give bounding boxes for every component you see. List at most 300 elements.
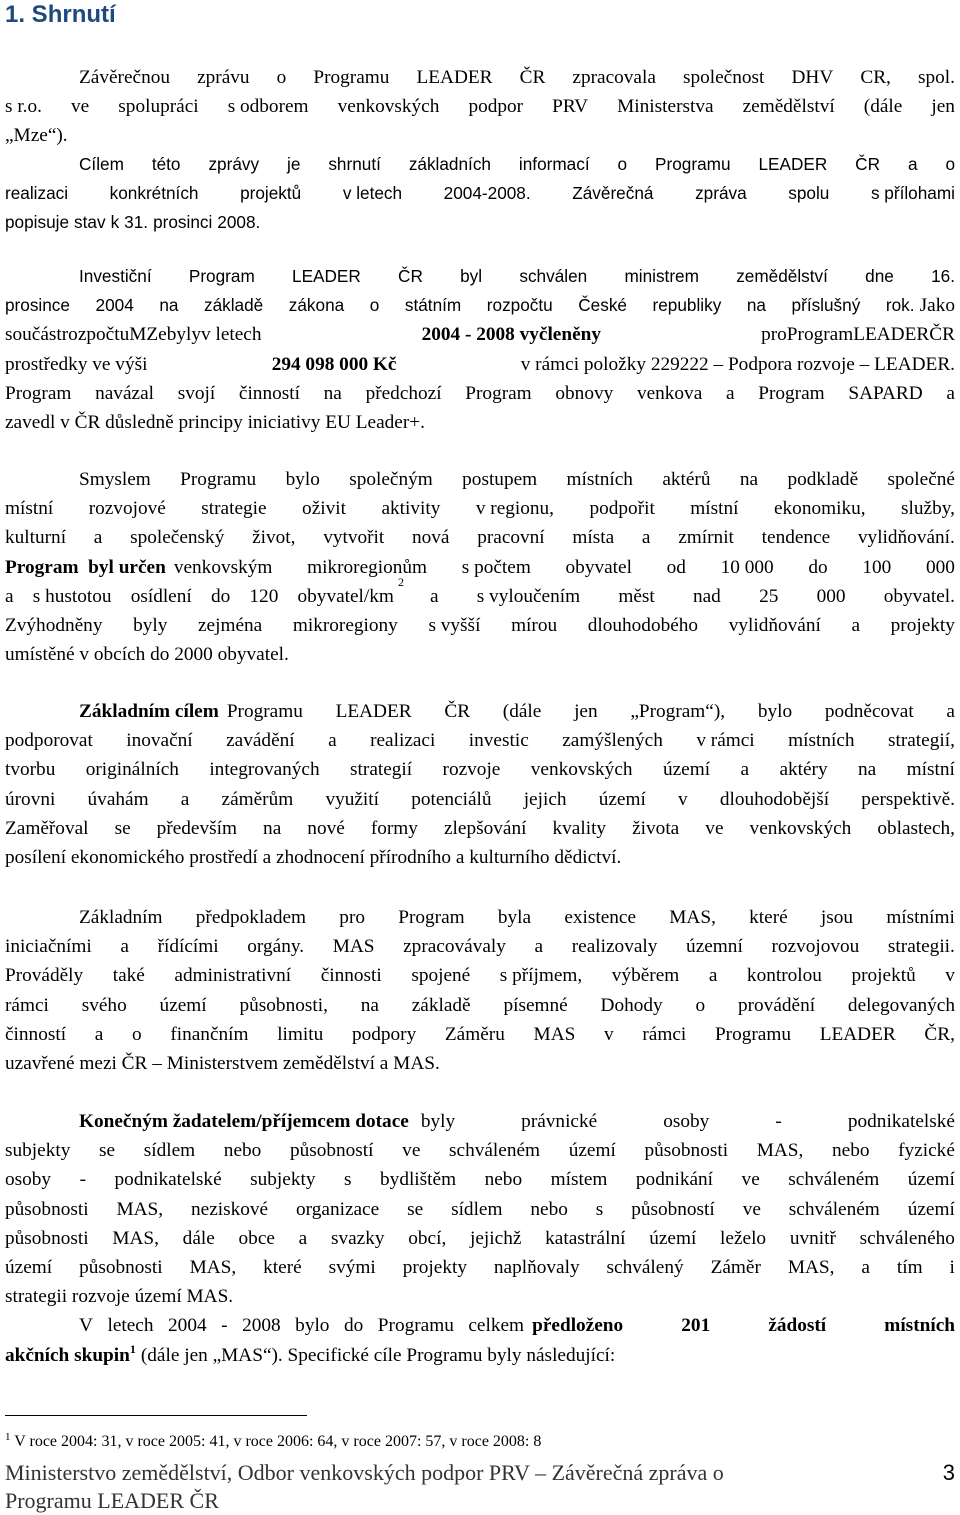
word: popisuje [5, 212, 70, 233]
text-line [430, 582, 955, 611]
paragraph-beneficiaries: Konečným žadatelem/příjemcem dotace byly právnické osoby - podnikatelské subjekty se sídlem nebo působností ve schváleném území působnosti MAS, nebo fyzické osoby - podnikatelské subjekty s bydlištěm nebo místem podnikání ve schváleném území působnosti MAS, neziskové organizace se sídlem nebo s působností ve schváleném území působnosti MAS, dále obce a svazky obcí, jejichž katastrální území leželo uvnitř schváleného území působnosti MAS, které svými projekty naplňovaly schválený Záměr MAS, a tím i strategii rozvoje území MAS. V letech 2004 - 2008 bylo do Programu celkem předloženo 201 žádostí místních akčních skupin$^1$ (dále jen „MAS“). Specifické cíle Programu byly následující: [5, 1107, 955, 1370]
word: byly [133, 614, 168, 636]
word: dne [865, 266, 894, 286]
text-line [79, 1311, 524, 1340]
word: realizovaly [571, 936, 658, 958]
word: subjekty [5, 1140, 71, 1162]
word: leželo [720, 1227, 767, 1249]
word: bylo [285, 469, 320, 490]
word: konkrétních [109, 183, 199, 204]
word: činností [5, 1023, 67, 1045]
text-line [5, 726, 955, 755]
text-line [174, 553, 955, 582]
word: působnosti [644, 1140, 729, 1162]
text-line [5, 961, 955, 990]
word: V [79, 1315, 93, 1337]
text-line [5, 465, 955, 494]
word: 25 [759, 585, 779, 607]
word: České [578, 295, 627, 316]
word: v letech [342, 183, 403, 204]
word: bylo [757, 701, 793, 722]
word: sídlem [143, 1140, 196, 1162]
text-line [5, 262, 955, 291]
word: kulturní [5, 527, 67, 549]
text-line [5, 755, 955, 784]
word: od [666, 556, 686, 578]
text-line [5, 92, 955, 121]
word: působnosti, [239, 994, 328, 1016]
word: nové [307, 817, 345, 839]
word: svými [328, 1256, 376, 1278]
lag-label: akčních skupin [5, 1344, 130, 1366]
word: informací [518, 154, 590, 174]
word: nebo [484, 1169, 523, 1191]
word: na [323, 382, 342, 404]
word: nad [692, 585, 721, 607]
word: obyvatel [565, 556, 632, 578]
word: společné [887, 469, 955, 490]
word: místními [886, 907, 955, 928]
word: působností [289, 1140, 374, 1162]
word: finančním [170, 1023, 249, 1045]
word: Závěrečná [572, 183, 654, 204]
beneficiary-label: Konečným žadatelem/příjemcem dotace [79, 1111, 409, 1132]
word: v letech [201, 324, 262, 346]
word: obcí, [408, 1227, 447, 1249]
word: místa [572, 527, 615, 549]
word: řídícími [157, 936, 219, 958]
word: MAS, [116, 1198, 164, 1220]
word: obnovy [555, 382, 614, 404]
text-line [5, 903, 955, 932]
word: MZe [129, 324, 167, 346]
word: podnikání [635, 1169, 714, 1191]
word: podnikatelské [114, 1169, 222, 1191]
word: které [749, 907, 788, 928]
word: život, [252, 527, 296, 549]
amount-allocated: 294 098 000 Kč [271, 353, 397, 375]
footnote-text: V roce 2004: 31, v roce 2005: 41, v roce 2006: 64, v roce 2007: 57, v roce 2008: 8 [14, 1433, 542, 1450]
word: projektů [851, 965, 916, 987]
word: do [808, 556, 828, 578]
word: k [110, 212, 120, 233]
word: osídlení [130, 585, 192, 607]
approval-line-3 [5, 320, 955, 349]
word: a [861, 1256, 870, 1278]
word: ve [402, 1140, 421, 1162]
word: o [276, 67, 287, 88]
word: místních [566, 469, 633, 490]
word: a [725, 382, 735, 404]
word: rozvojovou [771, 936, 860, 958]
word: realizaci [370, 730, 436, 752]
word: ve [71, 96, 90, 118]
word: DHV [791, 67, 834, 88]
word: orgány. [247, 936, 305, 958]
word: územní [686, 936, 743, 958]
word: 2004 [95, 295, 134, 316]
purpose-line-4 [5, 553, 955, 582]
word: s [595, 1198, 604, 1220]
word: schváleném [788, 1198, 880, 1220]
word: a [5, 585, 14, 607]
word: existence [564, 907, 637, 928]
word: dále [182, 1227, 215, 1249]
text-line [761, 320, 955, 349]
word: SAPARD [848, 382, 923, 404]
word: zpracovala [572, 67, 656, 88]
word: území [568, 1140, 616, 1162]
word: MAS, [669, 907, 716, 928]
text-line [5, 494, 955, 523]
word: katastrální [545, 1227, 626, 1249]
years-allocated: 2004 - 2008 vyčleněny [421, 324, 601, 346]
word: zlepšování [444, 817, 527, 839]
text-line [5, 1224, 955, 1253]
main-goal-label: Základním cílem [79, 701, 219, 722]
word: ekonomiku, [773, 498, 866, 520]
word: a [298, 1227, 308, 1249]
goal-line-1 [5, 697, 955, 726]
word: 100 [862, 556, 892, 578]
word: právnické [521, 1111, 598, 1132]
word: jen [574, 701, 598, 722]
word: působnosti [5, 1198, 89, 1220]
word: iniciačními [5, 936, 92, 958]
approval-jako: Jako [919, 295, 955, 317]
word: MAS, [787, 1256, 835, 1278]
word: 000 [925, 556, 955, 578]
word: podpor [468, 96, 524, 118]
word: aktivity [381, 498, 441, 520]
word: především [156, 817, 237, 839]
word: podnikatelské [847, 1111, 955, 1132]
word: na [858, 759, 877, 781]
paragraph-report-goal [5, 150, 955, 238]
word: působnosti [79, 1256, 163, 1278]
word: potenciálů [411, 788, 492, 810]
word: 2004-2008. [443, 183, 531, 204]
word: zejména [198, 614, 263, 636]
word: organizace [296, 1198, 380, 1220]
word: byly [420, 1111, 456, 1132]
word: Program [5, 382, 72, 404]
word: strategii. [887, 936, 955, 958]
word: Ministerstva [617, 96, 714, 118]
word: a [180, 788, 190, 810]
word: 2008 [242, 1315, 281, 1337]
word: mírou [511, 614, 558, 636]
word: pracovní [477, 527, 545, 549]
word: venkovským [173, 556, 273, 578]
word: Program [398, 907, 465, 928]
text-line [5, 1253, 955, 1282]
word: perspektivě. [861, 788, 955, 810]
word: 120 [249, 585, 279, 607]
word: projekty [402, 1256, 467, 1278]
word: podpořit [589, 498, 655, 520]
word: v [945, 965, 955, 987]
word: vylidňování [728, 614, 821, 636]
word: území [907, 1198, 955, 1220]
word: zavádění [226, 730, 295, 752]
word: a [328, 730, 337, 752]
word: Investiční [79, 266, 152, 286]
word: podněcovat [824, 701, 914, 722]
word: základních [408, 154, 491, 174]
word: předloženo [532, 1315, 624, 1337]
word: projekty [890, 614, 955, 636]
word: Záměr [710, 1256, 761, 1278]
word: Zaměřoval [5, 817, 89, 839]
word: schváleného [859, 1227, 955, 1249]
text-line [5, 1195, 955, 1224]
word: uvnitř [789, 1227, 836, 1249]
word: měst [618, 585, 655, 607]
word: rozvojové [88, 498, 166, 520]
word: obyvatel. [883, 585, 955, 607]
word: Program [188, 266, 255, 286]
word: rámci [642, 1023, 687, 1045]
word: letech [107, 1315, 154, 1337]
word: shrnutí [328, 154, 381, 174]
word: venkovských [749, 817, 852, 839]
page-footer [5, 1459, 955, 1515]
word: spojené [411, 965, 471, 987]
word: LEADER [819, 1023, 896, 1045]
word: (dále [502, 701, 542, 722]
word: Programu [655, 154, 731, 174]
word: území [662, 759, 711, 781]
text-line [5, 785, 955, 814]
word: bydlištěm [380, 1169, 457, 1191]
word: na [360, 994, 379, 1016]
word: Dohody [600, 994, 663, 1016]
word: integrovaných [209, 759, 320, 781]
word: činnosti [320, 965, 382, 987]
word: mikroregiony [292, 614, 398, 636]
footnote-separator [5, 1415, 307, 1416]
word: provádění [737, 994, 816, 1016]
word: LEADER [335, 701, 412, 722]
word: schválen [519, 266, 588, 286]
word: podporovat [5, 730, 93, 752]
word: působnosti [5, 1227, 89, 1249]
word: společenský [130, 527, 225, 549]
word: 000 [816, 585, 846, 607]
paragraph-summary-intro [5, 63, 955, 151]
word: na [263, 817, 282, 839]
word: nebo [530, 1198, 568, 1220]
word: společnost [682, 67, 765, 88]
text-line [5, 932, 955, 961]
word: strategií, [887, 730, 955, 752]
word: a [641, 527, 651, 549]
word: a [534, 936, 544, 958]
word: Program [465, 382, 532, 404]
word: kvality [552, 817, 607, 839]
word: jejichž [470, 1227, 522, 1249]
word: osoby [663, 1111, 710, 1132]
word: MAS [533, 1023, 576, 1045]
beneficiary-line-1 [5, 1107, 955, 1136]
word: MAS, [756, 1140, 804, 1162]
word: nebo [223, 1140, 262, 1162]
word: Základním [79, 907, 163, 928]
word: Prováděly [5, 965, 84, 987]
word: tvorbu [5, 759, 56, 781]
word: předchozí [365, 382, 442, 404]
word: žádostí [768, 1315, 827, 1337]
text-line [532, 1311, 955, 1340]
word: - [79, 1169, 87, 1191]
word: a [907, 154, 918, 174]
word: pro [339, 907, 365, 928]
word: naplňovaly [493, 1256, 580, 1278]
word: neziskové [191, 1198, 269, 1220]
word: v [678, 788, 688, 810]
word: PRV [552, 96, 589, 118]
word: dlouhodobější [719, 788, 830, 810]
word: spol. [917, 67, 955, 88]
footer-line-2: Programu LEADER ČR [5, 1488, 219, 1513]
word: spolupráci [118, 96, 199, 118]
word: MAS, [112, 1227, 159, 1249]
word: místem [550, 1169, 608, 1191]
word: 16. [931, 266, 955, 286]
word: působností [631, 1198, 715, 1220]
word: na [739, 469, 759, 490]
word: o [617, 154, 628, 174]
word: se [407, 1198, 424, 1220]
footer-line-1: Ministerstvo zemědělství, Odbor venkovských podpor PRV – Závěrečná zpráva o [5, 1460, 724, 1485]
text-line [5, 1020, 955, 1049]
word: území [5, 1256, 53, 1278]
word: jejich [523, 788, 567, 810]
word: administrativní [174, 965, 292, 987]
word: předpokladem [195, 907, 307, 928]
word: (dále [863, 96, 903, 118]
word: s odborem [227, 96, 309, 118]
word: navázal [95, 382, 154, 404]
word: byla [497, 907, 532, 928]
word: a [946, 701, 955, 722]
word: i [949, 1256, 955, 1278]
word: schváleném [449, 1140, 541, 1162]
word: místní [5, 498, 54, 520]
word: na [159, 295, 179, 316]
word: schváleném [788, 1169, 880, 1191]
word: v rámci [696, 730, 755, 752]
beneficiary-line-8 [5, 1311, 955, 1340]
word: strategií [350, 759, 413, 781]
word: území [649, 1227, 697, 1249]
word: o [132, 1023, 142, 1045]
word: pro [761, 324, 787, 346]
word: zákona [288, 295, 345, 316]
word: zmírnit [678, 527, 734, 549]
word: úvahám [87, 788, 149, 810]
word: záměrům [221, 788, 294, 810]
word: na [746, 295, 766, 316]
word: venkovských [337, 96, 440, 118]
paragraph-program-purpose: Smyslem Programu bylo společným postupem místních aktérů na podkladě společné místní rozvojové strategie oživit aktivity v regionu, podpořit místní ekonomiku, služby, kulturní a společenský život, vytvořit nová pracovní místa a zmírnit tendence vylidňování. Program byl určen venkovským mikroregionům s počtem obyvatel od 10 000 do 100 000 a s hustotou osídlení do 120 obyvatel/km 2 a s vyloučením měst nad 25 000 obyvatel. Zvýhodněny byly zejména mikroregiony s vyšší mírou dlouhodobého vylidňování a projekty umístěné v obcích do 2000 obyvatel. [5, 465, 955, 669]
paragraph-main-goal: Základním cílem Programu LEADER ČR (dále jen „Program“), bylo podněcovat a podporovat inovační zavádění a realizaci investic zamýšlených v rámci místních strategií, tvorbu originálních integrovaných strategií rozvoje venkovských území a aktéry na místní úrovni úvahám a záměrům využití potenciálů jejich území v dlouhodobější perspektivě. Zaměřoval se především na nové formy zlepšování kvality života ve venkovských oblastech, posílení ekonomického prostředí a zhodnocení přírodního a kulturního dědictví. [5, 697, 955, 872]
word: a [429, 585, 439, 607]
word: ve [705, 817, 724, 839]
word: s vyšší [428, 614, 481, 636]
word: jen [931, 96, 955, 118]
word: mikroregionům [307, 556, 428, 578]
word: svazky [330, 1227, 385, 1249]
word: prosince [5, 295, 70, 316]
paragraph-mas-prerequisite: Základním předpokladem pro Program byla existence MAS, které jsou místními iniciačními a řídícími orgány. MAS zpracovávaly a realizovaly územní rozvojovou strategii. Prováděly také administrativní činnosti spojené s příjmem, výběrem a kontrolou projektů v rámci svého území působnosti, na základě písemné Dohody o provádění delegovaných činností a o finančním limitu podpory Záměru MAS v rámci Programu LEADER ČR, uzavřené mezi ČR – Ministerstvem zemědělství a MAS. [5, 903, 955, 1078]
word: vylidňování. [857, 527, 955, 549]
word: strategie [201, 498, 267, 520]
word: které [263, 1256, 302, 1278]
word: „Mze“). [5, 125, 68, 147]
word: osoby [5, 1169, 52, 1191]
word: - [775, 1111, 782, 1132]
word: výběrem [611, 965, 680, 987]
word: svého [81, 994, 127, 1016]
word: aktéry [779, 759, 828, 781]
word: bylo [295, 1315, 330, 1337]
word: o [369, 295, 380, 316]
word: schválený [606, 1256, 684, 1278]
word: společným [349, 469, 433, 490]
text-line [5, 291, 915, 320]
footnote-ref: 1 [129, 1341, 136, 1356]
word: rozvoje [442, 759, 501, 781]
word: celkem [468, 1315, 525, 1337]
word: ministrem [624, 266, 699, 286]
word: rozpočtu [61, 324, 130, 346]
word: činností [238, 382, 300, 404]
text-line [5, 179, 955, 208]
approval-line-4: prostředky ve výši 294 098 000 Kč v rámci položky 229222 – Podpora rozvoje – LEADER. [5, 350, 955, 379]
word: LEADER [758, 154, 828, 174]
word: a [93, 527, 103, 549]
word: subjekty [250, 1169, 316, 1191]
word: se [114, 817, 131, 839]
word: spolu [788, 183, 830, 204]
word: ČR [855, 154, 880, 174]
word: tím [896, 1256, 923, 1278]
word: zamýšlených [562, 730, 663, 752]
km-superscript: 2 [397, 574, 404, 589]
text-line [5, 208, 955, 237]
word: ČR, [924, 1023, 955, 1045]
word: s počtem [461, 556, 531, 578]
word: základě [411, 994, 471, 1016]
word: byly [166, 324, 201, 346]
word: území [598, 788, 646, 810]
word: tendence [761, 527, 831, 549]
text-line [5, 611, 955, 640]
word: se [99, 1140, 116, 1162]
word: do [210, 585, 231, 607]
word: rámci [5, 994, 49, 1016]
word: delegovaných [847, 994, 955, 1016]
word: Program [786, 324, 854, 346]
word: života [632, 817, 680, 839]
word: 2004 [168, 1315, 207, 1337]
word: ve [742, 1198, 761, 1220]
word: Programu [226, 701, 303, 722]
word: LEADER [416, 67, 493, 88]
word: místní [690, 498, 739, 520]
